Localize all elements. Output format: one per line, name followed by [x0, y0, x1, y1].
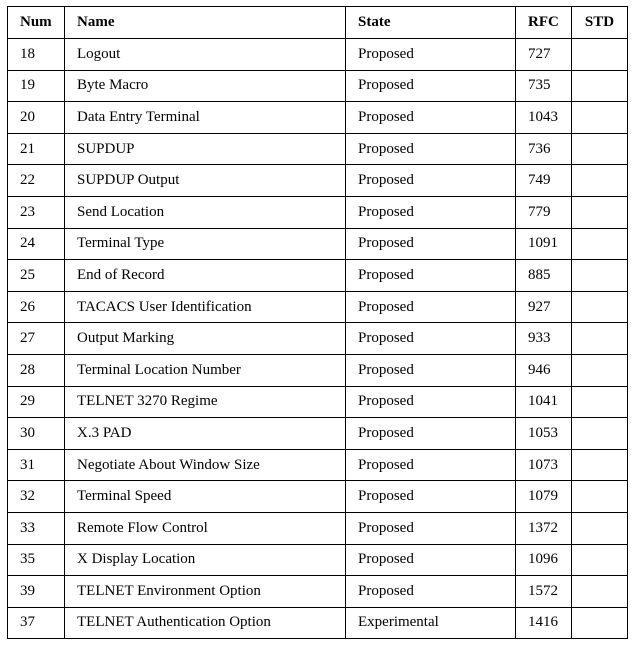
cell-name: Output Marking: [65, 323, 346, 355]
cell-num: 22: [8, 165, 65, 197]
table-row: [8, 576, 628, 608]
cell-name: TELNET Authentication Option: [65, 607, 346, 639]
cell-std: [572, 39, 628, 71]
cell-state: Proposed: [346, 291, 516, 323]
cell-name: Terminal Speed: [65, 481, 346, 513]
cell-rfc: 1372: [516, 512, 572, 544]
cell-std: [572, 576, 628, 608]
cell-std: [572, 512, 628, 544]
cell-name: Data Entry Terminal: [65, 102, 346, 134]
table-row: [8, 512, 628, 544]
cell-state: Experimental: [346, 607, 516, 639]
table-row: [8, 449, 628, 481]
cell-state: Proposed: [346, 544, 516, 576]
cell-std: [572, 228, 628, 260]
header-row: [8, 7, 628, 39]
cell-rfc: 1416: [516, 607, 572, 639]
cell-rfc: 927: [516, 291, 572, 323]
cell-std: [572, 291, 628, 323]
telnet-options-table: [7, 6, 628, 639]
cell-state: Proposed: [346, 260, 516, 292]
cell-name: SUPDUP: [65, 133, 346, 165]
cell-std: [572, 481, 628, 513]
cell-num: 35: [8, 544, 65, 576]
cell-state: Proposed: [346, 228, 516, 260]
cell-rfc: 933: [516, 323, 572, 355]
cell-rfc: 736: [516, 133, 572, 165]
table-row: [8, 354, 628, 386]
table-row: [8, 102, 628, 134]
cell-std: [572, 196, 628, 228]
cell-name: TACACS User Identification: [65, 291, 346, 323]
cell-name: TELNET 3270 Regime: [65, 386, 346, 418]
cell-state: Proposed: [346, 576, 516, 608]
table-body: [8, 39, 628, 639]
cell-state: Proposed: [346, 323, 516, 355]
cell-num: 31: [8, 449, 65, 481]
table-row: [8, 386, 628, 418]
table-row: [8, 260, 628, 292]
cell-std: [572, 354, 628, 386]
cell-name: X.3 PAD: [65, 418, 346, 450]
cell-num: 37: [8, 607, 65, 639]
cell-num: 29: [8, 386, 65, 418]
table-row: [8, 481, 628, 513]
cell-num: 23: [8, 196, 65, 228]
table-row: [8, 323, 628, 355]
cell-num: 26: [8, 291, 65, 323]
cell-rfc: 1053: [516, 418, 572, 450]
cell-rfc: 1572: [516, 576, 572, 608]
cell-name: SUPDUP Output: [65, 165, 346, 197]
cell-name: TELNET Environment Option: [65, 576, 346, 608]
table-row: [8, 39, 628, 71]
table-row: [8, 165, 628, 197]
cell-rfc: 885: [516, 260, 572, 292]
cell-rfc: 1079: [516, 481, 572, 513]
cell-num: 19: [8, 70, 65, 102]
cell-name: Byte Macro: [65, 70, 346, 102]
cell-name: X Display Location: [65, 544, 346, 576]
table-row: [8, 133, 628, 165]
cell-state: Proposed: [346, 196, 516, 228]
cell-name: End of Record: [65, 260, 346, 292]
cell-rfc: 1043: [516, 102, 572, 134]
column-header-name: Name: [65, 7, 346, 39]
cell-rfc: 749: [516, 165, 572, 197]
table-row: [8, 291, 628, 323]
column-header-state: State: [346, 7, 516, 39]
cell-rfc: 1041: [516, 386, 572, 418]
cell-std: [572, 449, 628, 481]
cell-num: 39: [8, 576, 65, 608]
cell-name: Remote Flow Control: [65, 512, 346, 544]
cell-name: Negotiate About Window Size: [65, 449, 346, 481]
cell-state: Proposed: [346, 449, 516, 481]
cell-num: 25: [8, 260, 65, 292]
cell-std: [572, 133, 628, 165]
table-row: [8, 70, 628, 102]
cell-rfc: 1073: [516, 449, 572, 481]
cell-num: 20: [8, 102, 65, 134]
cell-state: Proposed: [346, 102, 516, 134]
cell-state: Proposed: [346, 418, 516, 450]
cell-rfc: 946: [516, 354, 572, 386]
cell-std: [572, 102, 628, 134]
column-header-num: Num: [8, 7, 65, 39]
cell-num: 33: [8, 512, 65, 544]
cell-state: Proposed: [346, 39, 516, 71]
cell-rfc: 727: [516, 39, 572, 71]
cell-state: Proposed: [346, 354, 516, 386]
table-row: [8, 196, 628, 228]
cell-std: [572, 607, 628, 639]
cell-std: [572, 544, 628, 576]
cell-name: Terminal Location Number: [65, 354, 346, 386]
cell-state: Proposed: [346, 70, 516, 102]
cell-state: Proposed: [346, 512, 516, 544]
cell-num: 18: [8, 39, 65, 71]
cell-rfc: 735: [516, 70, 572, 102]
cell-num: 27: [8, 323, 65, 355]
cell-name: Send Location: [65, 196, 346, 228]
cell-state: Proposed: [346, 165, 516, 197]
cell-num: 32: [8, 481, 65, 513]
cell-std: [572, 70, 628, 102]
cell-name: Logout: [65, 39, 346, 71]
cell-num: 21: [8, 133, 65, 165]
cell-num: 28: [8, 354, 65, 386]
cell-state: Proposed: [346, 133, 516, 165]
table-row: [8, 418, 628, 450]
cell-name: Terminal Type: [65, 228, 346, 260]
table-row: [8, 607, 628, 639]
cell-std: [572, 418, 628, 450]
cell-std: [572, 323, 628, 355]
cell-state: Proposed: [346, 386, 516, 418]
cell-std: [572, 386, 628, 418]
table-header: [8, 7, 628, 39]
column-header-std: STD: [572, 7, 628, 39]
cell-std: [572, 260, 628, 292]
cell-num: 24: [8, 228, 65, 260]
cell-num: 30: [8, 418, 65, 450]
table-row: [8, 544, 628, 576]
cell-rfc: 779: [516, 196, 572, 228]
cell-std: [572, 165, 628, 197]
column-header-rfc: RFC: [516, 7, 572, 39]
cell-rfc: 1091: [516, 228, 572, 260]
cell-state: Proposed: [346, 481, 516, 513]
table-row: [8, 228, 628, 260]
cell-rfc: 1096: [516, 544, 572, 576]
